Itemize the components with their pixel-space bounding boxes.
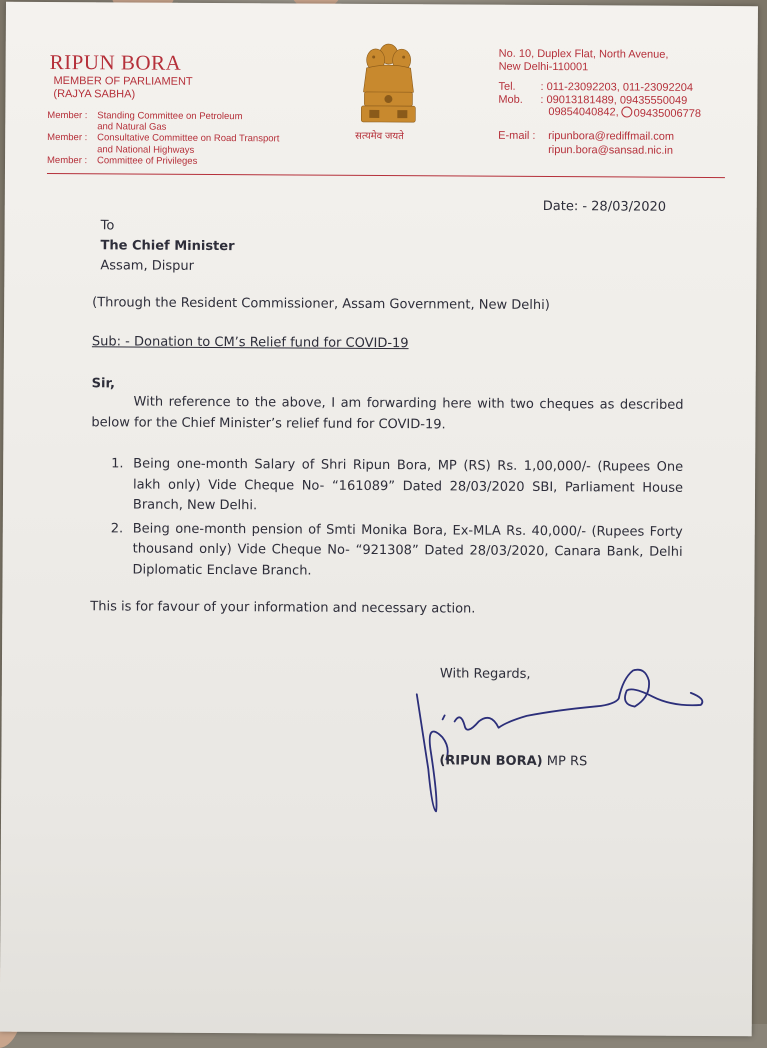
signature-icon bbox=[406, 659, 712, 821]
recipient-place: Assam, Dispur bbox=[100, 258, 195, 274]
cheque-list bbox=[110, 454, 683, 587]
email-address: ripun.bora@sansad.nic.in bbox=[548, 143, 674, 157]
phone-contacts bbox=[498, 81, 701, 121]
list-item: 1. Being one-month Salary of Shri Ripun Bora, MP (RS) Rs. 1,00,000/- (Rupees One lakh only) Vide Cheque No- “161089” Dated 28/03/2020 SBI, Parliament House Branch, New Delhi. bbox=[111, 456, 684, 514]
address-line: No. 10, Duplex Flat, North Avenue, bbox=[498, 47, 669, 61]
email-line bbox=[498, 143, 674, 158]
letter-date: Date: - 28/03/2020 bbox=[542, 198, 667, 215]
office-address bbox=[499, 48, 669, 75]
contact-line: Tel. : 011-23092203, 011-23092204 bbox=[498, 80, 694, 94]
membership-line: Member : Consultative Committee on Road Transport bbox=[47, 132, 280, 145]
email-line: E-mail : ripunbora@rediffmail.com bbox=[498, 129, 675, 143]
national-emblem-icon bbox=[353, 40, 424, 132]
letterhead-title-line2: (RAJYA SABHA) bbox=[53, 87, 136, 101]
letter-page bbox=[0, 2, 758, 1037]
signer-title: MP RS bbox=[546, 754, 588, 770]
contact-line: 09854040842, 09435006778 bbox=[548, 106, 702, 120]
through-line: (Through the Resident Commissioner, Assam Government, New Delhi) bbox=[92, 295, 550, 314]
signer-block bbox=[439, 753, 587, 769]
letterhead-title-line1: MEMBER OF PARLIAMENT bbox=[53, 74, 193, 88]
letterhead-title bbox=[53, 75, 192, 102]
membership-line: Member : Committee of Privileges bbox=[47, 154, 198, 167]
letterhead-divider bbox=[47, 173, 725, 178]
regards: With Regards, bbox=[439, 666, 531, 682]
to-label: To bbox=[100, 218, 115, 234]
membership-line: and Natural Gas bbox=[97, 121, 167, 133]
whatsapp-icon bbox=[622, 106, 633, 117]
closing-line: This is for favour of your information and necessary action. bbox=[90, 599, 476, 617]
membership-line: and National Highways bbox=[97, 143, 195, 156]
membership-line: Member : Standing Committee on Petroleum bbox=[47, 109, 243, 123]
emblem-motto: सत्यमेव जयते bbox=[355, 130, 404, 143]
list-item: 2. Being one-month pension of Smti Monika Bora, Ex-MLA Rs. 40,000/- (Rupees Forty thousand only) Vide Cheque No- “921308” Dated 28/03/2020, Canara Bank, Delhi Diplomatic Enclave Branch. bbox=[110, 521, 683, 579]
committee-memberships bbox=[47, 110, 280, 167]
salutation: Sir, bbox=[91, 376, 115, 392]
signer-name: (RIPUN BORA) bbox=[439, 753, 543, 769]
email-address: ripunbora@rediffmail.com bbox=[548, 130, 675, 143]
subject-line: Sub: - Donation to CM’s Relief fund for COVID-19 bbox=[91, 334, 409, 352]
body-paragraph: With reference to the above, I am forwarding here with two cheques as described below for the Chief Minister’s relief fund for COVID-19. bbox=[91, 394, 684, 433]
email-contacts bbox=[498, 130, 674, 158]
contact-line: Mob. : 09013181489, 09435550049 bbox=[498, 93, 688, 107]
recipient-name: The Chief Minister bbox=[100, 238, 235, 255]
address-line: New Delhi-110001 bbox=[498, 60, 589, 74]
letterhead-name: RIPUN BORA bbox=[49, 49, 182, 75]
